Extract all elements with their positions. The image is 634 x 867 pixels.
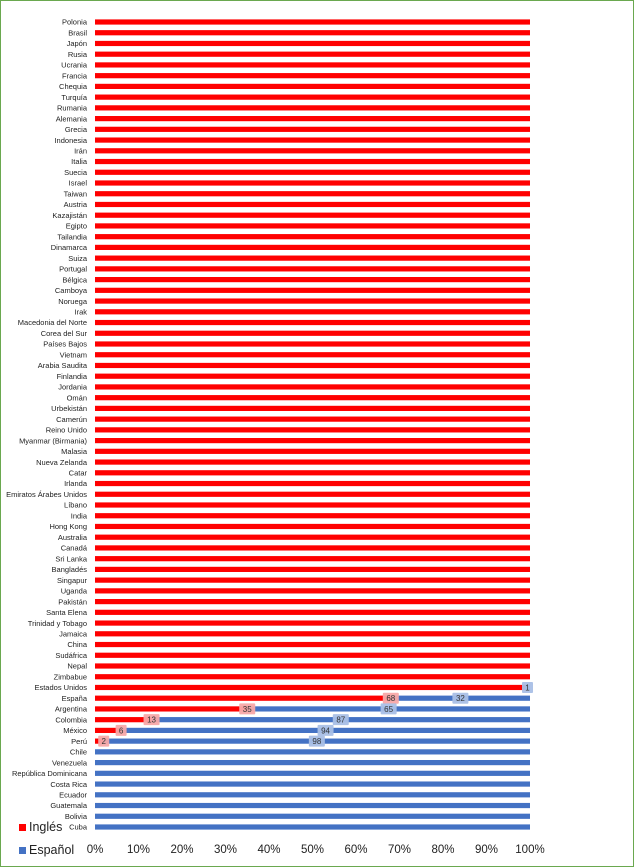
bar-ingles-francia <box>95 73 530 78</box>
data-label-ingles-mexico <box>116 725 127 736</box>
category-label-dinamarca: Dinamarca <box>50 243 87 253</box>
category-label-suiza: Suiza <box>68 253 87 263</box>
category-label-belgica: Bélgica <box>62 275 87 285</box>
category-label-arabia-saudita: Arabia Saudita <box>37 361 87 371</box>
x-tick-90: 90% <box>474 844 499 856</box>
bar-ingles-malasia <box>95 449 530 454</box>
bar-ingles-macedonia-del-norte <box>95 320 530 325</box>
data-label-text: 2 <box>101 737 106 747</box>
bar-ingles-italia <box>95 159 530 164</box>
bar-ingles-israel <box>95 180 530 185</box>
legend <box>19 820 74 857</box>
bar-ingles-australia <box>95 535 530 540</box>
category-label-kazajistan: Kazajistán <box>52 210 87 220</box>
bar-ingles-corea-del-sur <box>95 331 530 336</box>
bar-ingles-camboya <box>95 288 530 293</box>
bar-ingles-rusia <box>95 52 530 57</box>
bar-espanol-venezuela <box>95 760 530 765</box>
data-label-espanol-colombia <box>333 714 349 725</box>
bar-espanol-bolivia <box>95 814 530 819</box>
bar-ingles-dinamarca <box>95 245 530 250</box>
bar-ingles-finlandia <box>95 374 530 379</box>
x-tick-30: 30% <box>213 844 238 856</box>
bar-ingles-suiza <box>95 256 530 261</box>
category-label-urbekistan: Urbekistán <box>51 404 87 414</box>
bar-ingles-jordania <box>95 384 530 389</box>
bars-layer <box>95 19 530 829</box>
category-label-macedonia-del-norte: Macedonia del Norte <box>17 318 87 328</box>
category-label-libano: Líbano <box>64 500 87 510</box>
category-label-ucrania: Ucrania <box>61 60 87 70</box>
x-axis-ticks <box>87 844 545 856</box>
bar-espanol-chile <box>95 749 530 754</box>
category-label-pakistan: Pakistán <box>58 597 87 607</box>
category-label-japon: Japón <box>66 39 87 49</box>
category-label-venezuela: Venezuela <box>51 758 87 768</box>
category-label-camboya: Camboya <box>54 286 87 296</box>
bar-ingles-colombia <box>95 717 152 722</box>
data-label-text: 68 <box>386 694 396 704</box>
bar-ingles-irak <box>95 309 530 314</box>
category-label-zimbabue: Zimbabue <box>53 672 87 682</box>
data-label-espanol-peru <box>309 736 325 747</box>
category-label-peru: Perú <box>71 736 87 746</box>
bar-ingles-canada <box>95 545 530 550</box>
bar-ingles-jamaica <box>95 631 530 636</box>
category-label-grecia: Grecia <box>64 125 87 135</box>
data-label-espanol-estados-unidos <box>522 682 533 693</box>
category-label-reino-unido: Reino Unido <box>45 425 87 435</box>
category-label-portugal: Portugal <box>59 264 87 274</box>
bar-ingles-santa-elena <box>95 610 530 615</box>
category-label-austria: Austria <box>63 200 87 210</box>
category-label-banglades: Bangladés <box>51 565 87 575</box>
category-label-rumania: Rumania <box>56 103 87 113</box>
category-label-mexico: México <box>63 726 87 736</box>
category-label-uganda: Uganda <box>60 586 87 596</box>
category-label-corea-del-sur: Corea del Sur <box>40 328 87 338</box>
bar-ingles-myanmar-birmania <box>95 438 530 443</box>
data-label-text: 87 <box>336 715 346 725</box>
category-label-jordania: Jordania <box>58 382 87 392</box>
bar-espanol-republica-dominicana <box>95 771 530 776</box>
data-label-text: 1 <box>525 683 530 693</box>
bar-ingles-china <box>95 642 530 647</box>
data-label-text: 94 <box>321 726 331 736</box>
bar-espanol-ecuador <box>95 792 530 797</box>
bar-ingles-argentina <box>95 706 247 711</box>
x-tick-80: 80% <box>431 844 455 856</box>
bar-ingles-japon <box>95 41 530 46</box>
category-label-hong-kong: Hong Kong <box>49 522 87 532</box>
bar-ingles-belgica <box>95 277 530 282</box>
bar-ingles-chequia <box>95 84 530 89</box>
bar-ingles-kazajistan <box>95 213 530 218</box>
bar-ingles-urbekistan <box>95 406 530 411</box>
category-label-emiratos-arabes-unidos: Emiratos Árabes Unidos <box>6 489 87 499</box>
bar-ingles-turquia <box>95 95 530 100</box>
x-tick-0: 0% <box>86 844 104 856</box>
data-label-text: 13 <box>147 715 157 725</box>
legend-label-espanol: Español <box>29 843 75 857</box>
legend-swatch-ingles <box>19 824 26 831</box>
category-label-australia: Australia <box>57 532 87 542</box>
category-label-israel: Israel <box>68 178 87 188</box>
category-label-estados-unidos: Estados Unidos <box>34 683 87 693</box>
legend-label-ingles: Inglés <box>29 820 63 834</box>
category-label-nepal: Nepal <box>67 661 87 671</box>
category-label-costa-rica: Costa Rica <box>50 779 87 789</box>
data-label-text: 65 <box>384 704 394 714</box>
category-label-iran: Irán <box>74 146 87 156</box>
bar-ingles-trinidad-y-tobago <box>95 620 530 625</box>
category-label-vietnam: Vietnam <box>59 350 87 360</box>
category-label-ecuador: Ecuador <box>59 790 87 800</box>
bar-ingles-irlanda <box>95 481 530 486</box>
category-label-santa-elena: Santa Elena <box>46 608 87 618</box>
bar-ingles-rumania <box>95 105 530 110</box>
bar-ingles-ucrania <box>95 62 530 67</box>
x-tick-10: 10% <box>126 844 151 856</box>
legend-swatch-espanol <box>19 847 26 854</box>
category-label-indonesia: Indonesia <box>54 135 87 145</box>
x-tick-60: 60% <box>344 844 368 856</box>
category-label-bolivia: Bolivia <box>64 811 87 821</box>
data-label-text: 35 <box>242 704 252 714</box>
category-label-canada: Canadá <box>60 543 87 553</box>
category-label-francia: Francia <box>61 71 87 81</box>
category-label-noruega: Noruega <box>58 296 87 306</box>
category-label-colombia: Colombia <box>55 715 87 725</box>
bar-ingles-vietnam <box>95 352 530 357</box>
data-label-ingles-espana <box>383 693 399 704</box>
category-label-oman: Omán <box>66 393 87 403</box>
bar-ingles-sudafrica <box>95 653 530 658</box>
bar-ingles-polonia <box>95 19 530 24</box>
bar-ingles-banglades <box>95 567 530 572</box>
category-label-rusia: Rusia <box>67 49 87 59</box>
bar-espanol-guatemala <box>95 803 530 808</box>
category-label-trinidad-y-tobago: Trinidad y Tobago <box>27 618 87 628</box>
data-label-ingles-argentina <box>239 703 255 714</box>
bar-ingles-emiratos-arabes-unidos <box>95 492 530 497</box>
category-label-brasil: Brasil <box>68 28 87 38</box>
category-label-chile: Chile <box>69 747 87 757</box>
bar-ingles-brasil <box>95 30 530 35</box>
category-labels <box>6 18 88 832</box>
category-label-argentina: Argentina <box>54 704 87 714</box>
category-label-singapur: Singapur <box>56 575 87 585</box>
category-label-chequia: Chequia <box>59 82 87 92</box>
category-label-republica-dominicana: República Dominicana <box>11 769 87 779</box>
x-tick-50: 50% <box>300 844 325 856</box>
bar-ingles-taiwan <box>95 191 530 196</box>
category-label-suecia: Suecia <box>64 167 87 177</box>
data-label-text: 6 <box>118 726 124 736</box>
category-label-polonia: Polonia <box>61 17 87 27</box>
bar-espanol-cuba <box>95 824 530 829</box>
bar-ingles-noruega <box>95 298 530 303</box>
bar-ingles-indonesia <box>95 137 530 142</box>
x-tick-40: 40% <box>257 844 281 856</box>
category-label-china: China <box>67 640 87 650</box>
category-label-egipto: Egipto <box>65 221 87 231</box>
x-tick-70: 70% <box>387 844 412 856</box>
data-label-text: 98 <box>312 737 322 747</box>
category-label-alemania: Alemania <box>55 114 87 124</box>
bar-ingles-hong-kong <box>95 524 530 529</box>
category-label-tailandia: Tailandia <box>57 232 87 242</box>
category-label-paises-bajos: Países Bajos <box>43 339 87 349</box>
category-label-cuba: Cuba <box>69 822 87 832</box>
bar-ingles-nepal <box>95 663 530 668</box>
data-label-ingles-peru <box>98 736 109 747</box>
category-label-finlandia: Finlandia <box>56 371 87 381</box>
category-label-sudafrica: Sudáfrica <box>55 650 87 660</box>
data-label-espanol-argentina <box>381 703 397 714</box>
bar-espanol-costa-rica <box>95 781 530 786</box>
bar-ingles-suecia <box>95 170 530 175</box>
category-label-taiwan: Taiwan <box>63 189 87 199</box>
bar-ingles-egipto <box>95 223 530 228</box>
x-tick-20: 20% <box>170 844 194 856</box>
bar-ingles-paises-bajos <box>95 341 530 346</box>
category-label-turquia: Turquía <box>61 92 87 102</box>
category-label-irlanda: Irlanda <box>64 479 87 489</box>
bar-ingles-oman <box>95 395 530 400</box>
bar-ingles-portugal <box>95 266 530 271</box>
category-label-guatemala: Guatemala <box>50 801 87 811</box>
bar-ingles-libano <box>95 502 530 507</box>
category-label-malasia: Malasia <box>61 447 87 457</box>
bar-ingles-reino-unido <box>95 427 530 432</box>
category-label-irak: Irak <box>74 307 87 317</box>
x-tick-100: 100% <box>515 844 545 856</box>
bar-ingles-iran <box>95 148 530 153</box>
bar-ingles-zimbabue <box>95 674 530 679</box>
bar-ingles-catar <box>95 470 530 475</box>
category-label-myanmar-birmania: Myanmar (Birmania) <box>19 436 87 446</box>
bar-ingles-camerun <box>95 417 530 422</box>
bar-ingles-sri-lanka <box>95 556 530 561</box>
data-label-espanol-mexico <box>318 725 334 736</box>
category-label-india: India <box>70 511 87 521</box>
bar-ingles-arabia-saudita <box>95 363 530 368</box>
bar-ingles-grecia <box>95 127 530 132</box>
data-labels <box>98 682 533 747</box>
bar-ingles-alemania <box>95 116 530 121</box>
bar-ingles-singapur <box>95 578 530 583</box>
category-label-nueva-zelanda: Nueva Zelanda <box>36 457 87 467</box>
bar-ingles-india <box>95 513 530 518</box>
category-label-italia: Italia <box>71 157 87 167</box>
bar-ingles-estados-unidos <box>95 685 526 690</box>
data-label-ingles-colombia <box>144 714 160 725</box>
data-label-text: 32 <box>455 694 465 704</box>
category-label-camerun: Camerún <box>56 414 87 424</box>
bar-ingles-espana <box>95 696 391 701</box>
bar-ingles-nueva-zelanda <box>95 459 530 464</box>
category-label-jamaica: Jamaica <box>59 629 87 639</box>
data-label-espanol-espana <box>452 693 468 704</box>
category-label-sri-lanka: Sri Lanka <box>55 554 87 564</box>
bar-ingles-uganda <box>95 588 530 593</box>
category-label-espana: España <box>61 693 87 703</box>
bar-ingles-austria <box>95 202 530 207</box>
bar-ingles-pakistan <box>95 599 530 604</box>
category-label-catar: Catar <box>68 468 87 478</box>
bar-ingles-tailandia <box>95 234 530 239</box>
